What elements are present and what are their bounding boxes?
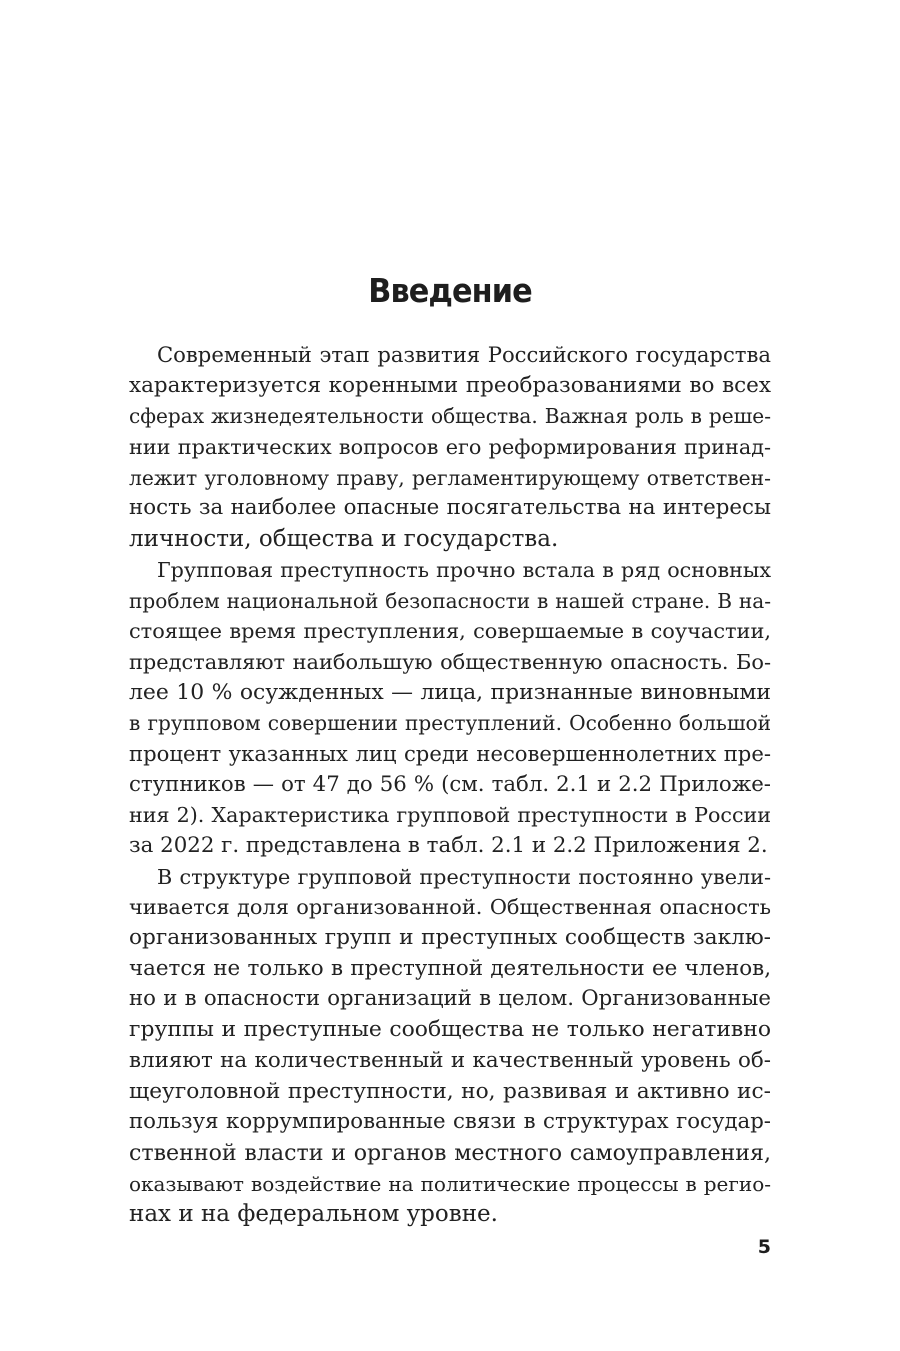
text-line: представляют наибольшую общественную опасность. Бо- [129,649,771,674]
paragraph [129,862,771,1230]
text-line: сферах жизнедеятельности общества. Важная роль в реше- [129,404,771,429]
text-line: пользуя коррумпированные связи в структурах государ- [129,1109,771,1135]
text-line: оказывают воздействие на политические процессы в регио- [129,1171,771,1196]
text-line: но и в опасности организаций в целом. Организованные [129,986,771,1012]
text-line: организованных групп и преступных сообществ заклю- [129,925,771,951]
text-line: чается не только в преступной деятельности ее членов, [129,955,771,981]
text-line: процент указанных лиц среди несовершеннолетних пре- [129,740,771,766]
paragraph [129,555,771,862]
page-number: 5 [757,1236,771,1258]
text-line: в групповом совершении преступлений. Особенно большой [129,711,771,736]
text-line: нии практических вопросов его реформирования принад- [129,435,771,460]
text-line: ственной власти и органов местного самоуправления, [129,1139,771,1166]
text-line: проблем национальной безопасности в нашей стране. В на- [129,588,771,613]
text-line: лее 10 % осужденных — лица, признанные виновными [129,679,771,705]
text-line: личности, общества и государства. [129,526,559,553]
text-line: ступников — от 47 до 56 % (см. табл. 2.1 и 2.2 Приложе- [129,771,771,797]
text-line: Современный этап развития Российского государства [157,342,771,367]
paragraph [129,340,771,555]
text-line: В структуре групповой преступности постоянно увели- [157,864,771,889]
text-line: нах и на федеральном уровне. [129,1201,498,1228]
text-line: влияют на количественный и качественный уровень об- [129,1047,771,1073]
body-text [129,340,771,1230]
text-line: щеуголовной преступности, но, развивая и активно ис- [129,1078,771,1104]
text-line: за 2022 г. представлена в табл. 2.1 и 2.2 Приложения 2. [129,833,768,858]
text-line: лежит уголовному праву, регламентирующему ответствен- [129,465,771,490]
text-line: чивается доля организованной. Общественная опасность [129,895,771,920]
text-line: ность за наиболее опасные посягательства на интересы [129,495,771,521]
text-line: Групповая преступность прочно встала в ряд основных [157,557,771,582]
text-line: группы и преступные сообщества не только негативно [129,1017,771,1043]
text-line: стоящее время преступления, совершаемые в соучастии, [129,619,771,644]
text-line: ния 2). Характеристика групповой преступности в России [129,803,771,828]
page-title: Введение [368,271,532,311]
text-line: характеризуется коренными преобразованиями во всех [129,372,771,398]
